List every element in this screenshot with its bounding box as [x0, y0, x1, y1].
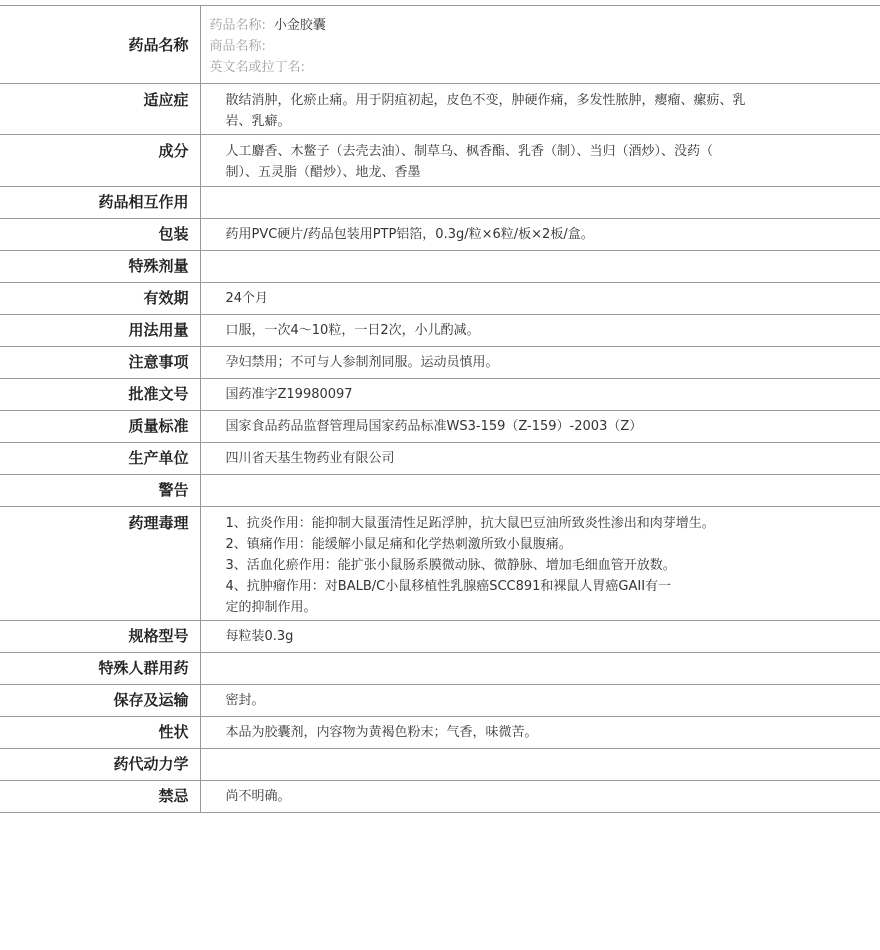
row-value: 四川省天基生物药业有限公司	[225, 451, 395, 466]
info-row	[0, 443, 880, 475]
info-row	[0, 717, 880, 749]
row-label: 性状	[0, 717, 200, 749]
row-value-cell	[200, 475, 880, 507]
row-value-cell	[200, 84, 880, 135]
row-value-cell	[200, 251, 880, 283]
row-value: 散结消肿，化瘀止痛。用于阴疽初起，皮色不变，肿硬作痛，多发性脓肿，瘿瘤、瘰疬、乳 岩、乳癖。	[225, 93, 746, 129]
row-label: 批准文号	[0, 379, 200, 411]
row-value-cell	[200, 621, 880, 653]
info-row	[0, 653, 880, 685]
info-row	[0, 283, 880, 315]
info-row	[0, 187, 880, 219]
row-value-cell	[200, 187, 880, 219]
row-value-cell	[200, 411, 880, 443]
row-label: 药代动力学	[0, 749, 200, 781]
info-row	[0, 685, 880, 717]
row-label: 适应症	[0, 84, 200, 135]
row-value: 孕妇禁用；不可与人参制剂同服。运动员慎用。	[225, 355, 499, 370]
row-label: 规格型号	[0, 621, 200, 653]
info-row	[0, 507, 880, 621]
row-value-cell	[200, 685, 880, 717]
row-value-cell	[200, 507, 880, 621]
row-drug-names	[0, 6, 880, 84]
drug-name-line	[210, 15, 880, 36]
row-value: 国家食品药品监督管理局国家药品标准WS3-159（Z-159）-2003（Z）	[225, 419, 643, 434]
row-value-cell	[200, 315, 880, 347]
row-value-cell	[200, 135, 880, 187]
row-value-cell	[200, 219, 880, 251]
info-row	[0, 135, 880, 187]
english-name-key: 英文名或拉丁名:	[209, 60, 305, 75]
drug-name-value: 小金胶囊	[273, 18, 326, 33]
row-value-cell	[200, 379, 880, 411]
row-label: 药品相互作用	[0, 187, 200, 219]
row-value: 国药准字Z19980097	[225, 387, 353, 402]
info-row	[0, 411, 880, 443]
row-value-cell	[200, 283, 880, 315]
info-row	[0, 251, 880, 283]
info-row	[0, 315, 880, 347]
drug-name-key: 药品名称:	[209, 18, 266, 33]
row-value: 1、抗炎作用：能抑制大鼠蛋清性足跖浮肿，抗大鼠巴豆油所致炎性渗出和肉芽增生。 2、镇痛作用：能缓解小鼠足痛和化学热刺激所致小鼠腹痛。 3、活血化瘀作用：能扩张小鼠肠系膜微动脉、微静脉、增加毛细血管开放数。 4、抗肿瘤作用：对BALB/C小鼠移植性乳腺癌SCC891和裸鼠人胃癌GAII有一 定的抑制作用。	[225, 516, 715, 615]
row-value-cell	[200, 653, 880, 685]
row-label: 药品名称	[0, 6, 200, 84]
row-label: 药理毒理	[0, 507, 200, 621]
row-value-cell	[200, 717, 880, 749]
info-row	[0, 219, 880, 251]
english-name-line	[210, 57, 880, 78]
row-label: 特殊人群用药	[0, 653, 200, 685]
info-row	[0, 621, 880, 653]
row-label: 保存及运输	[0, 685, 200, 717]
info-row	[0, 475, 880, 507]
row-value-cell	[200, 749, 880, 781]
row-value: 人工麝香、木鳖子（去壳去油）、制草乌、枫香酯、乳香（制）、当归（酒炒）、没药（ 制）、五灵脂（醋炒）、地龙、香墨	[225, 144, 714, 180]
row-value: 尚不明确。	[225, 789, 291, 804]
row-label: 警告	[0, 475, 200, 507]
trade-name-key: 商品名称:	[209, 39, 266, 54]
row-label: 生产单位	[0, 443, 200, 475]
info-row	[0, 347, 880, 379]
row-value-cell	[200, 443, 880, 475]
names-cell	[200, 6, 880, 84]
info-row	[0, 781, 880, 813]
row-value: 本品为胶囊剂，内容物为黄褐色粉末；气香，味微苦。	[225, 725, 538, 740]
info-row	[0, 379, 880, 411]
row-value-cell	[200, 781, 880, 813]
row-value: 密封。	[225, 693, 265, 708]
row-label: 特殊剂量	[0, 251, 200, 283]
row-label: 成分	[0, 135, 200, 187]
row-value-cell	[200, 347, 880, 379]
row-label: 禁忌	[0, 781, 200, 813]
trade-name-line	[210, 36, 880, 57]
row-value: 口服，一次4～10粒，一日2次，小儿酌减。	[225, 323, 480, 338]
row-label: 质量标准	[0, 411, 200, 443]
row-label: 有效期	[0, 283, 200, 315]
row-label: 注意事项	[0, 347, 200, 379]
row-value: 药用PVC硬片/药品包装用PTP铝箔，0.3g/粒×6粒/板×2板/盒。	[225, 227, 594, 242]
row-value: 每粒装0.3g	[225, 629, 294, 644]
drug-info-table	[0, 5, 880, 813]
info-row	[0, 84, 880, 135]
info-row	[0, 749, 880, 781]
row-label: 包装	[0, 219, 200, 251]
row-label: 用法用量	[0, 315, 200, 347]
row-value: 24个月	[225, 291, 269, 306]
